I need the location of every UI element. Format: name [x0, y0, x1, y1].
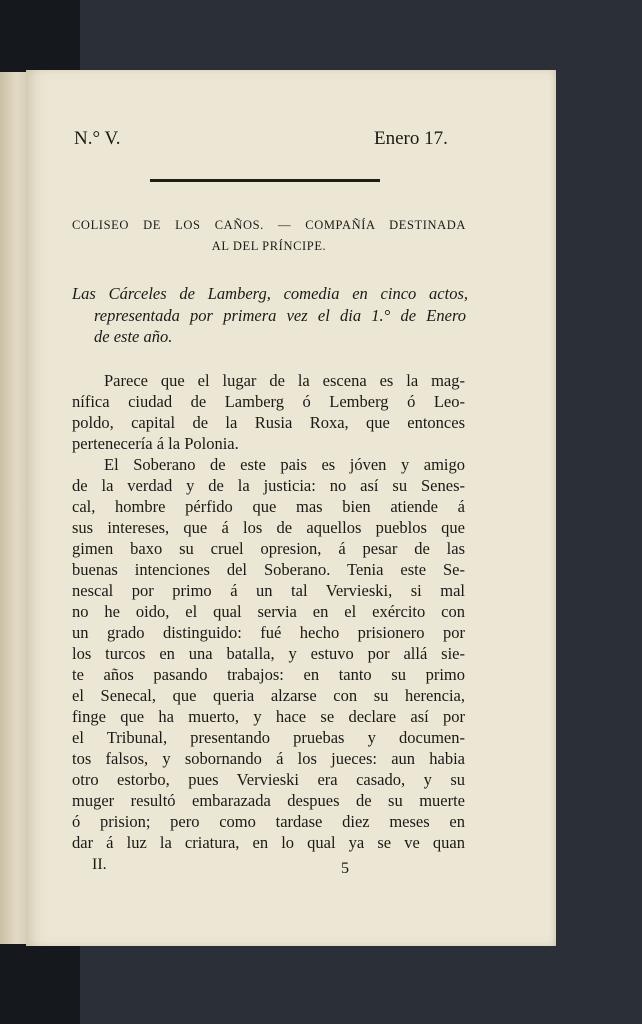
section-heading [72, 215, 466, 257]
body-line: muger resultó embarazada despues de su muerte [72, 791, 465, 810]
issue-number: N.° V. [74, 128, 121, 149]
body-line: el Tribunal, presentando pruebas y documen- [72, 728, 465, 747]
body-line: dar á luz la criatura, en lo qual ya se ve quan [72, 833, 465, 852]
body-line: te años pasando trabajos: en tanto su primo [72, 665, 465, 684]
body-line: sus intereses, que á los de aquellos pueblos que [72, 518, 465, 537]
page-number: 5 [341, 860, 349, 877]
body-line: los turcos en una batalla, y estuvo por allá sie- [72, 644, 465, 663]
header-rule [150, 179, 380, 182]
body-line: nescal por primo á un tal Vervieski, si mal [72, 581, 465, 600]
body-line: ó prision; pero como tardase diez meses en [72, 812, 465, 831]
body-line: poldo, capital de la Rusia Roxa, que entonces [72, 413, 465, 432]
signature-mark: II. [92, 856, 107, 873]
body-line: El Soberano de este pais es jóven y amigo [104, 455, 465, 474]
body-line: gimen baxo su cruel opresion, á pesar de las [72, 539, 465, 558]
body-line: no he oido, el qual servia en el exército con [72, 602, 465, 621]
body-line: pertenecería á la Polonia. [72, 434, 239, 453]
section-heading-line-1: COLISEO DE LOS CAÑOS. — COMPAÑÍA DESTINADA [72, 218, 466, 232]
play-title-line-2: representada por primera vez el dia 1.° de Enero [94, 306, 466, 325]
facing-page-edge [0, 72, 28, 944]
body-line: buenas intenciones del Soberano. Tenia este Se- [72, 560, 465, 579]
body-line: Parece que el lugar de la escena es la mag- [104, 371, 465, 390]
body-line: el Senecal, que queria alzarse con su herencia, [72, 686, 465, 705]
body-line: un grado distinguido: fué hecho prisionero por [72, 623, 465, 642]
play-title-line-1: Las Cárceles de Lamberg, comedia en cinco actos, [72, 284, 468, 303]
play-title-line-3: de este año. [94, 327, 173, 346]
issue-date: Enero 17. [374, 128, 448, 149]
section-heading-line-2: AL DEL PRÍNCIPE. [211, 239, 327, 253]
body-line: nífica ciudad de Lamberg ó Lemberg ó Leo- [72, 392, 465, 411]
body-line: tos falsos, y sobornando á los jueces: aun habia [72, 749, 465, 768]
body-line: finge que ha muerto, y hace se declare así por [72, 707, 465, 726]
body-line: cal, hombre pérfido que mas bien atiende á [72, 497, 465, 516]
body-line: de la verdad y de la justicia: no así su Senes- [72, 476, 465, 495]
body-line: otro estorbo, pues Vervieski era casado, y su [72, 770, 465, 789]
